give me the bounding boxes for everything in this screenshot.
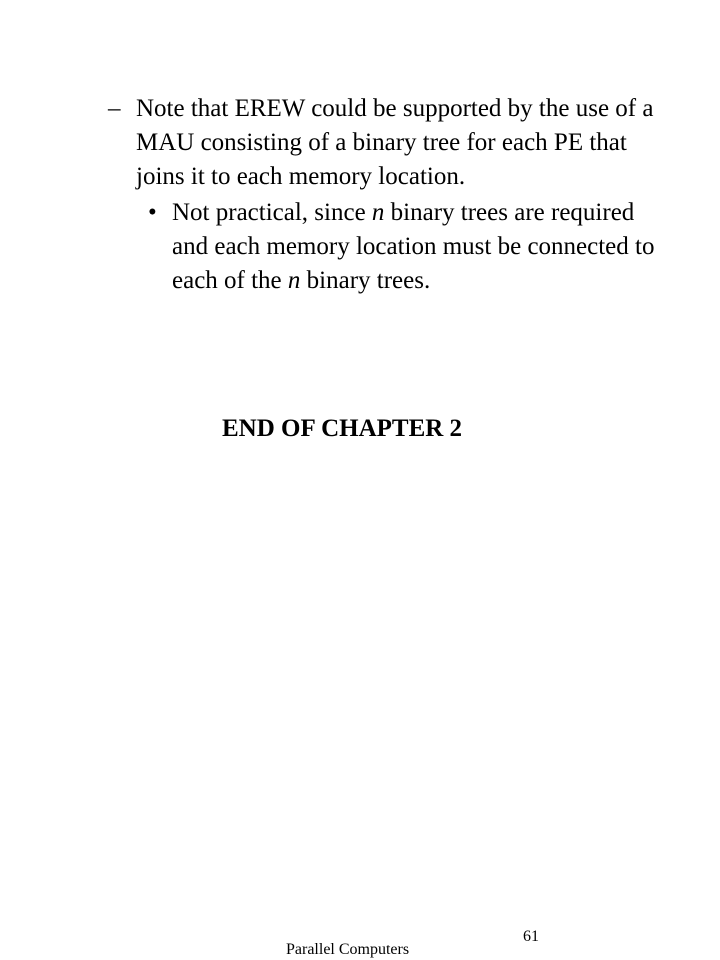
page-number: 61 xyxy=(523,928,539,945)
bullet-note-erew xyxy=(108,92,668,194)
dash-marker: – xyxy=(108,95,121,122)
variable-n-2: n xyxy=(287,267,301,294)
text-part-1: Not practical, since xyxy=(172,199,372,226)
bullet-note-erew-text: Note that EREW could be supported by the use of a MAU consisting of a binary tree for each PE that joins it to each memory location. xyxy=(136,95,654,190)
text-part-3: binary trees. xyxy=(300,267,431,294)
end-of-chapter-heading: END OF CHAPTER 2 xyxy=(222,415,463,442)
variable-n-1: n xyxy=(371,199,385,226)
sub-bullet-not-practical xyxy=(148,196,668,298)
footer-title: Parallel Computers xyxy=(286,941,410,958)
sub-bullet-not-practical-text xyxy=(172,196,662,298)
text-part-2: binary trees are required and each memory location must be connected to each of the xyxy=(172,199,655,294)
bullet-marker: • xyxy=(148,199,157,226)
